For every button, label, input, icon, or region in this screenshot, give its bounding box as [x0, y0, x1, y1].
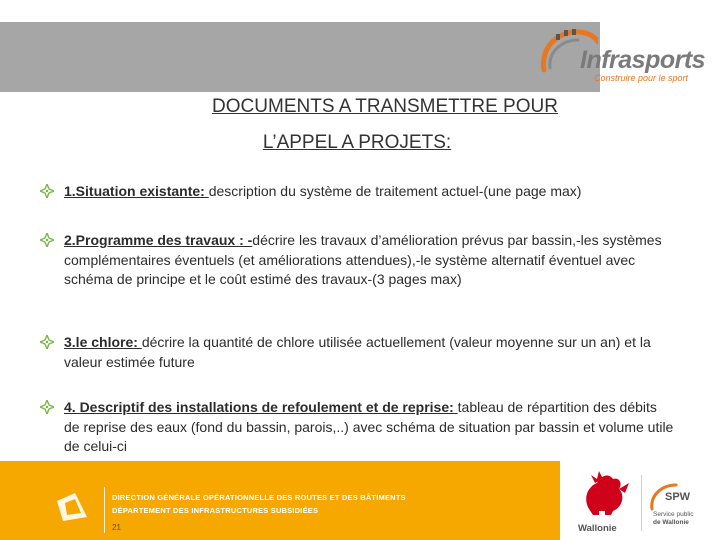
wallonie-rooster-icon: [575, 469, 631, 517]
slide-title-line2: [0, 132, 720, 154]
bullet-body-2: décrire les travaux d’amélioration prévus par bassin,-les systèmes complémentaires éventuels (et améliorations attendues),-le système alternatif éventuel avec schéma de principe et le coût estimé des travaux-(3 pages max): [64, 232, 662, 287]
bullet-text-2: [64, 231, 676, 290]
slide-title-line1: [0, 96, 720, 118]
bullet-lead-4: 4. Descriptif des installations de refoulement et de reprise:: [64, 399, 458, 415]
spw-subtitle-2: de Wallonie: [653, 519, 689, 526]
brand-tagline: Construire pour le sport: [594, 73, 689, 83]
bullet-text-1: [64, 182, 676, 202]
title-line1-text: DOCUMENTS A TRANSMETTRE POUR: [212, 96, 558, 117]
diamond-bullet-icon: [40, 400, 54, 414]
bullet-lead-3: 3.le chlore:: [64, 334, 142, 350]
footer-vertical-separator: [641, 475, 642, 531]
page-number: 21: [112, 523, 121, 532]
footer-department-text: DÉPARTEMENT DES INFRASTRUCTURES SUBSIDIÉES: [112, 506, 319, 515]
bullet-text-3: [64, 333, 676, 372]
footer-orange-band: [0, 461, 560, 540]
spw-subtitle-1: Service public: [653, 511, 694, 518]
footer-direction-text: DIRECTION GÉNÉRALE OPÉRATIONNELLE DES ROUTES ET DES BÂTIMENTS: [112, 493, 406, 502]
bullet-lead-2: 2.Programme des travaux : -: [64, 232, 253, 248]
diamond-bullet-icon: [40, 335, 54, 349]
footer-separator: [104, 487, 105, 533]
bullet-text-4: [64, 398, 676, 457]
diamond-bullet-icon: [40, 233, 54, 247]
bullet-body-3: décrire la quantité de chlore utilisée actuellement (valeur moyenne sur un an) et la valeur estimée future: [64, 334, 651, 370]
brand-name: Infrasports: [580, 46, 706, 74]
dgo-logo-icon: [55, 491, 89, 523]
diamond-bullet-icon: [40, 184, 54, 198]
footer: [0, 461, 720, 540]
bullet-body-4: tableau de répartition des débits de reprise des eaux (fond du bassin, parois,..) avec schéma de situation par bassin et volume utile de celui-ci: [64, 399, 674, 454]
spw-label: SPW: [665, 491, 691, 503]
bullet-body-1: description du système de traitement actuel-(une page max): [208, 183, 582, 199]
bullet-lead-1: 1.Situation existante:: [64, 183, 209, 199]
title-line2-text: L’APPEL A PROJETS:: [262, 132, 452, 153]
infrasports-logo: [530, 20, 706, 90]
wallonie-label: Wallonie: [578, 523, 617, 534]
header-grey-strip: [0, 22, 600, 92]
